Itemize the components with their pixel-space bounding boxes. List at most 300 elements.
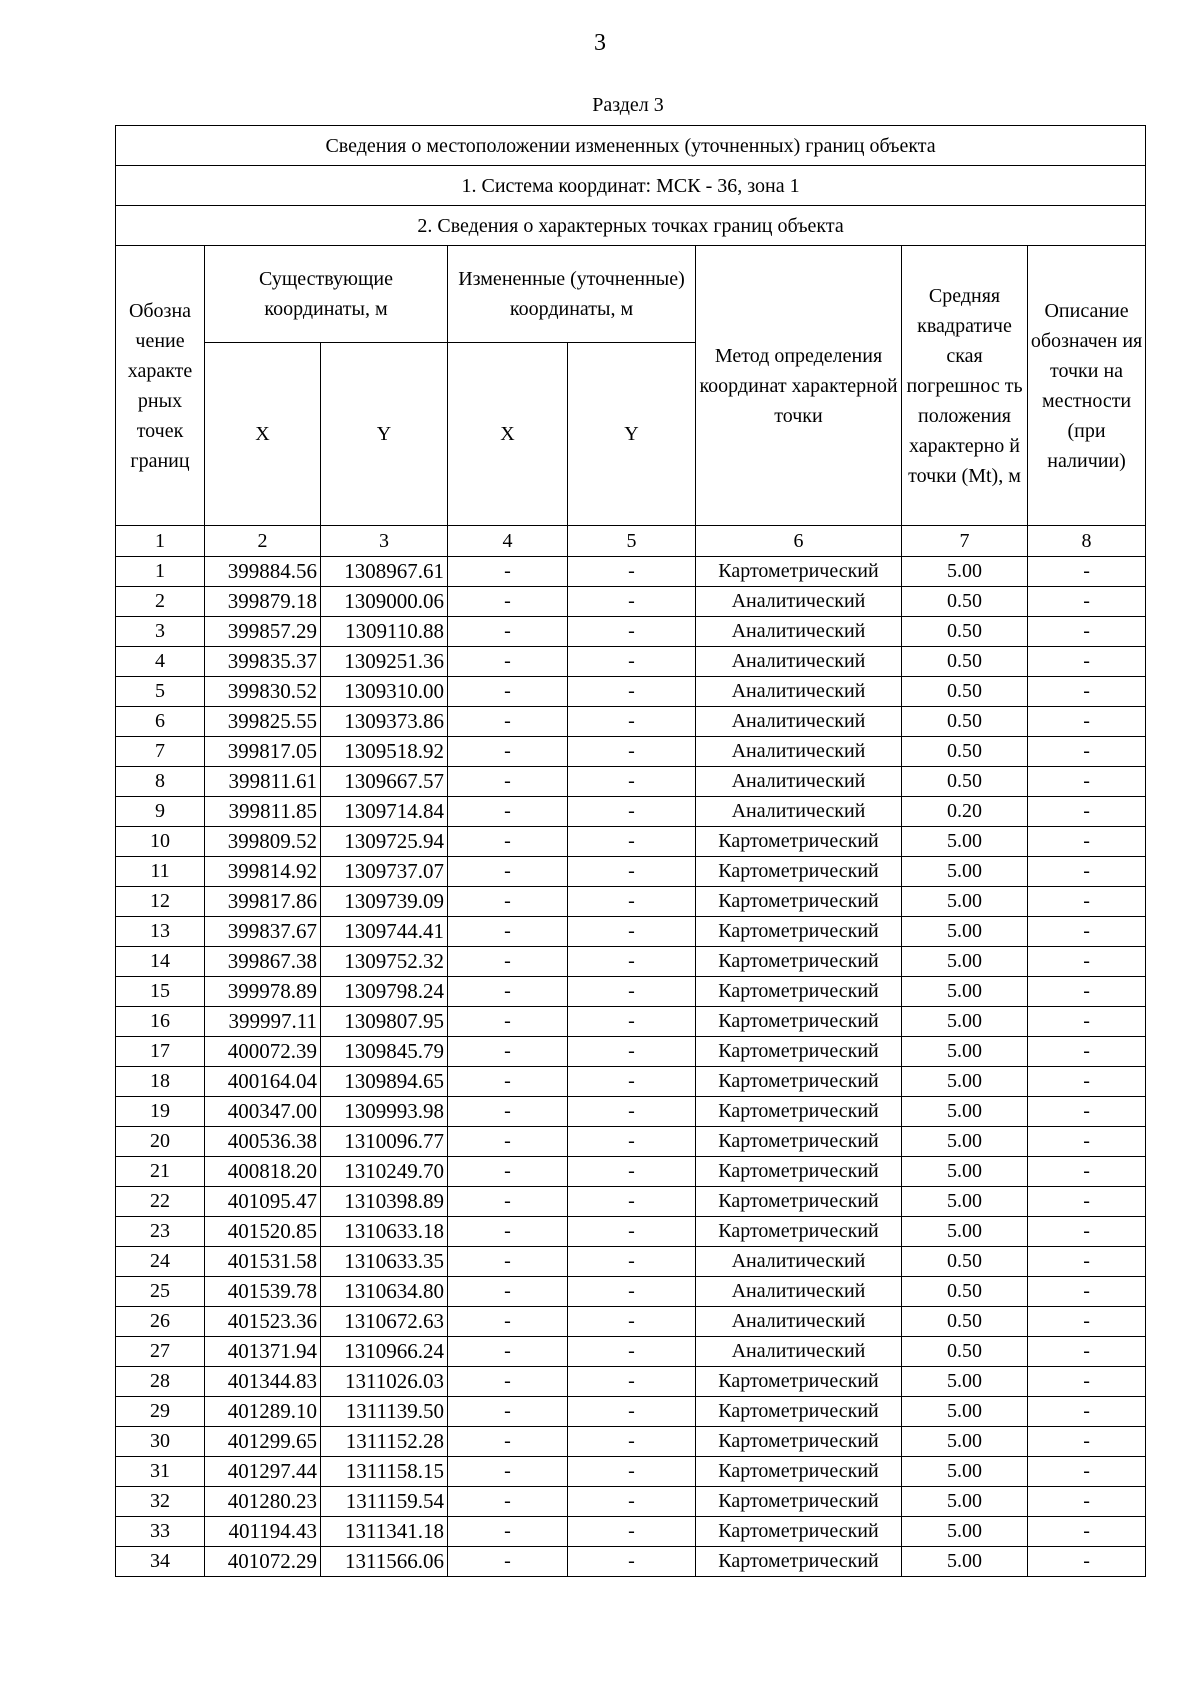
existing-x-cell: 401095.47 — [205, 1187, 321, 1217]
changed-x-cell: - — [448, 857, 568, 887]
changed-y-cell: - — [568, 1427, 696, 1457]
changed-x-cell: - — [448, 1517, 568, 1547]
existing-x-cell: 399811.61 — [205, 767, 321, 797]
existing-y-cell: 1311341.18 — [321, 1517, 448, 1547]
changed-y-cell: - — [568, 917, 696, 947]
description-cell: - — [1028, 1307, 1146, 1337]
existing-y-cell: 1310672.63 — [321, 1307, 448, 1337]
existing-x-cell: 400072.39 — [205, 1037, 321, 1067]
existing-x-cell: 400164.04 — [205, 1067, 321, 1097]
section-title: Раздел 3 — [592, 94, 664, 116]
existing-x-cell: 401371.94 — [205, 1337, 321, 1367]
table-row — [116, 707, 1146, 737]
description-cell: - — [1028, 707, 1146, 737]
changed-x-cell: - — [448, 1187, 568, 1217]
existing-x-cell: 399825.55 — [205, 707, 321, 737]
mean-error-cell: 5.00 — [902, 1427, 1028, 1457]
mean-error-cell: 5.00 — [902, 1397, 1028, 1427]
mean-error-cell: 5.00 — [902, 1067, 1028, 1097]
point-number-cell: 21 — [116, 1157, 205, 1187]
page-number: 3 — [594, 30, 606, 56]
changed-y-cell: - — [568, 1307, 696, 1337]
changed-x-cell: - — [448, 1337, 568, 1367]
changed-x-cell: - — [448, 1247, 568, 1277]
method-cell: Картометрический — [696, 1097, 902, 1127]
table-row — [116, 1427, 1146, 1457]
existing-x-cell: 401531.58 — [205, 1247, 321, 1277]
mean-error-cell: 0.20 — [902, 797, 1028, 827]
existing-x-cell: 401289.10 — [205, 1397, 321, 1427]
point-number-cell: 29 — [116, 1397, 205, 1427]
header-existing-y: Y — [321, 343, 448, 526]
method-cell: Аналитический — [696, 1307, 902, 1337]
point-number-cell: 16 — [116, 1007, 205, 1037]
point-number-cell: 15 — [116, 977, 205, 1007]
changed-x-cell: - — [448, 827, 568, 857]
existing-y-cell: 1309993.98 — [321, 1097, 448, 1127]
changed-x-cell: - — [448, 1067, 568, 1097]
existing-x-cell: 399814.92 — [205, 857, 321, 887]
table-row — [116, 1547, 1146, 1577]
method-cell: Аналитический — [696, 707, 902, 737]
changed-x-cell: - — [448, 1307, 568, 1337]
table-row — [116, 1007, 1146, 1037]
description-cell: - — [1028, 857, 1146, 887]
description-cell: - — [1028, 677, 1146, 707]
changed-x-cell: - — [448, 1037, 568, 1067]
table-row — [116, 1307, 1146, 1337]
table-row — [116, 1127, 1146, 1157]
changed-y-cell: - — [568, 1247, 696, 1277]
method-cell: Аналитический — [696, 1337, 902, 1367]
point-number-cell: 2 — [116, 587, 205, 617]
table-row — [116, 557, 1146, 587]
column-number: 4 — [448, 526, 568, 557]
mean-error-cell: 5.00 — [902, 887, 1028, 917]
point-number-cell: 1 — [116, 557, 205, 587]
description-cell: - — [1028, 1547, 1146, 1577]
table-row — [116, 947, 1146, 977]
existing-y-cell: 1310633.35 — [321, 1247, 448, 1277]
header-mean-error: Средняя квадратиче ская погрешнос ть положения характерно й точки (Mt), м — [902, 246, 1028, 526]
point-number-cell: 28 — [116, 1367, 205, 1397]
existing-y-cell: 1309310.00 — [321, 677, 448, 707]
description-cell: - — [1028, 1217, 1146, 1247]
changed-x-cell: - — [448, 1547, 568, 1577]
point-number-cell: 10 — [116, 827, 205, 857]
existing-y-cell: 1309737.07 — [321, 857, 448, 887]
existing-y-cell: 1309894.65 — [321, 1067, 448, 1097]
existing-y-cell: 1310096.77 — [321, 1127, 448, 1157]
changed-y-cell: - — [568, 1217, 696, 1247]
changed-x-cell: - — [448, 707, 568, 737]
description-cell: - — [1028, 1277, 1146, 1307]
description-cell: - — [1028, 827, 1146, 857]
changed-y-cell: - — [568, 1037, 696, 1067]
column-number: 5 — [568, 526, 696, 557]
column-number: 6 — [696, 526, 902, 557]
changed-y-cell: - — [568, 1457, 696, 1487]
header-existing-x: X — [205, 343, 321, 526]
changed-y-cell: - — [568, 1337, 696, 1367]
changed-x-cell: - — [448, 977, 568, 1007]
description-cell: - — [1028, 1487, 1146, 1517]
table-row — [116, 827, 1146, 857]
changed-y-cell: - — [568, 557, 696, 587]
existing-y-cell: 1309518.92 — [321, 737, 448, 767]
existing-y-cell: 1309744.41 — [321, 917, 448, 947]
changed-y-cell: - — [568, 1487, 696, 1517]
changed-x-cell: - — [448, 1367, 568, 1397]
changed-x-cell: - — [448, 1457, 568, 1487]
existing-y-cell: 1311139.50 — [321, 1397, 448, 1427]
method-cell: Аналитический — [696, 767, 902, 797]
description-cell: - — [1028, 1187, 1146, 1217]
method-cell: Картометрический — [696, 1367, 902, 1397]
changed-x-cell: - — [448, 737, 568, 767]
mean-error-cell: 5.00 — [902, 917, 1028, 947]
table-row — [116, 797, 1146, 827]
table-row — [116, 1487, 1146, 1517]
changed-y-cell: - — [568, 1547, 696, 1577]
point-number-cell: 20 — [116, 1127, 205, 1157]
description-cell: - — [1028, 1427, 1146, 1457]
mean-error-cell: 5.00 — [902, 977, 1028, 1007]
changed-x-cell: - — [448, 1157, 568, 1187]
mean-error-cell: 5.00 — [902, 1127, 1028, 1157]
existing-y-cell: 1311152.28 — [321, 1427, 448, 1457]
description-cell: - — [1028, 1517, 1146, 1547]
mean-error-cell: 5.00 — [902, 1217, 1028, 1247]
existing-x-cell: 401523.36 — [205, 1307, 321, 1337]
existing-x-cell: 399867.38 — [205, 947, 321, 977]
mean-error-cell: 0.50 — [902, 737, 1028, 767]
table-row — [116, 1037, 1146, 1067]
coordinate-system: 1. Система координат: МСК - 36, зона 1 — [116, 166, 1146, 206]
existing-y-cell: 1309845.79 — [321, 1037, 448, 1067]
changed-y-cell: - — [568, 1127, 696, 1157]
method-cell: Картометрический — [696, 1427, 902, 1457]
existing-y-cell: 1309752.32 — [321, 947, 448, 977]
description-cell: - — [1028, 1037, 1146, 1067]
point-number-cell: 26 — [116, 1307, 205, 1337]
table-row — [116, 1247, 1146, 1277]
changed-y-cell: - — [568, 1367, 696, 1397]
existing-y-cell: 1309373.86 — [321, 707, 448, 737]
existing-y-cell: 1311026.03 — [321, 1367, 448, 1397]
changed-y-cell: - — [568, 827, 696, 857]
mean-error-cell: 0.50 — [902, 1247, 1028, 1277]
table-row — [116, 587, 1146, 617]
column-numbers-row — [116, 526, 1146, 557]
existing-y-cell: 1308967.61 — [321, 557, 448, 587]
method-cell: Картометрический — [696, 857, 902, 887]
changed-x-cell: - — [448, 767, 568, 797]
method-cell: Аналитический — [696, 677, 902, 707]
method-cell: Картометрический — [696, 887, 902, 917]
header-designation: Обозна чение характе рных точек границ — [116, 246, 205, 526]
header-description: Описание обозначен ия точки на местности (при наличии) — [1028, 246, 1146, 526]
existing-y-cell: 1309807.95 — [321, 1007, 448, 1037]
point-number-cell: 22 — [116, 1187, 205, 1217]
column-number: 1 — [116, 526, 205, 557]
existing-x-cell: 399817.86 — [205, 887, 321, 917]
column-number: 8 — [1028, 526, 1146, 557]
description-cell: - — [1028, 647, 1146, 677]
method-cell: Картометрический — [696, 1517, 902, 1547]
boundary-points-table — [115, 125, 1146, 1577]
point-number-cell: 7 — [116, 737, 205, 767]
mean-error-cell: 0.50 — [902, 1337, 1028, 1367]
description-cell: - — [1028, 1067, 1146, 1097]
point-number-cell: 33 — [116, 1517, 205, 1547]
table-row — [116, 1367, 1146, 1397]
changed-x-cell: - — [448, 1397, 568, 1427]
method-cell: Аналитический — [696, 617, 902, 647]
existing-x-cell: 401539.78 — [205, 1277, 321, 1307]
description-cell: - — [1028, 1397, 1146, 1427]
method-cell: Картометрический — [696, 1547, 902, 1577]
changed-x-cell: - — [448, 1097, 568, 1127]
description-cell: - — [1028, 797, 1146, 827]
existing-y-cell: 1309251.36 — [321, 647, 448, 677]
changed-y-cell: - — [568, 767, 696, 797]
mean-error-cell: 5.00 — [902, 1547, 1028, 1577]
table-row — [116, 1277, 1146, 1307]
changed-y-cell: - — [568, 977, 696, 1007]
description-cell: - — [1028, 587, 1146, 617]
points-section-header: 2. Сведения о характерных точках границ объекта — [116, 206, 1146, 246]
mean-error-cell: 5.00 — [902, 1487, 1028, 1517]
changed-y-cell: - — [568, 857, 696, 887]
table-row — [116, 1157, 1146, 1187]
changed-x-cell: - — [448, 1127, 568, 1157]
existing-x-cell: 400347.00 — [205, 1097, 321, 1127]
method-cell: Картометрический — [696, 557, 902, 587]
changed-x-cell: - — [448, 1007, 568, 1037]
point-number-cell: 31 — [116, 1457, 205, 1487]
existing-x-cell: 399809.52 — [205, 827, 321, 857]
changed-x-cell: - — [448, 1277, 568, 1307]
table-body — [116, 557, 1146, 1577]
changed-y-cell: - — [568, 1067, 696, 1097]
point-number-cell: 9 — [116, 797, 205, 827]
changed-y-cell: - — [568, 1007, 696, 1037]
point-number-cell: 3 — [116, 617, 205, 647]
point-number-cell: 13 — [116, 917, 205, 947]
table-row — [116, 617, 1146, 647]
method-cell: Картометрический — [696, 1067, 902, 1097]
changed-y-cell: - — [568, 737, 696, 767]
changed-x-cell: - — [448, 1427, 568, 1457]
mean-error-cell: 5.00 — [902, 1007, 1028, 1037]
point-number-cell: 5 — [116, 677, 205, 707]
table-row — [116, 1067, 1146, 1097]
mean-error-cell: 0.50 — [902, 767, 1028, 797]
table-row — [116, 917, 1146, 947]
existing-x-cell: 399830.52 — [205, 677, 321, 707]
changed-y-cell: - — [568, 887, 696, 917]
mean-error-cell: 5.00 — [902, 1157, 1028, 1187]
method-cell: Аналитический — [696, 587, 902, 617]
changed-y-cell: - — [568, 1157, 696, 1187]
changed-y-cell: - — [568, 1397, 696, 1427]
description-cell: - — [1028, 1247, 1146, 1277]
existing-x-cell: 399884.56 — [205, 557, 321, 587]
method-cell: Картометрический — [696, 1127, 902, 1157]
existing-x-cell: 399879.18 — [205, 587, 321, 617]
changed-x-cell: - — [448, 1487, 568, 1517]
existing-x-cell: 401520.85 — [205, 1217, 321, 1247]
method-cell: Картометрический — [696, 1007, 902, 1037]
changed-y-cell: - — [568, 587, 696, 617]
table-row — [116, 1397, 1146, 1427]
point-number-cell: 30 — [116, 1427, 205, 1457]
point-number-cell: 23 — [116, 1217, 205, 1247]
description-cell: - — [1028, 1007, 1146, 1037]
description-cell: - — [1028, 767, 1146, 797]
header-method: Метод определения координат характерной точки — [696, 246, 902, 526]
table-row — [116, 737, 1146, 767]
existing-y-cell: 1311566.06 — [321, 1547, 448, 1577]
point-number-cell: 11 — [116, 857, 205, 887]
existing-x-cell: 401297.44 — [205, 1457, 321, 1487]
table-row — [116, 767, 1146, 797]
mean-error-cell: 5.00 — [902, 1367, 1028, 1397]
existing-y-cell: 1311159.54 — [321, 1487, 448, 1517]
method-cell: Картометрический — [696, 917, 902, 947]
existing-y-cell: 1309110.88 — [321, 617, 448, 647]
description-cell: - — [1028, 887, 1146, 917]
method-cell: Картометрический — [696, 1487, 902, 1517]
changed-y-cell: - — [568, 1277, 696, 1307]
method-cell: Картометрический — [696, 1397, 902, 1427]
mean-error-cell: 0.50 — [902, 617, 1028, 647]
mean-error-cell: 0.50 — [902, 587, 1028, 617]
column-number: 7 — [902, 526, 1028, 557]
point-number-cell: 34 — [116, 1547, 205, 1577]
existing-x-cell: 399835.37 — [205, 647, 321, 677]
changed-x-cell: - — [448, 947, 568, 977]
table-row — [116, 887, 1146, 917]
existing-x-cell: 401194.43 — [205, 1517, 321, 1547]
mean-error-cell: 0.50 — [902, 1277, 1028, 1307]
description-cell: - — [1028, 917, 1146, 947]
existing-x-cell: 399817.05 — [205, 737, 321, 767]
method-cell: Аналитический — [696, 647, 902, 677]
changed-y-cell: - — [568, 647, 696, 677]
existing-y-cell: 1309714.84 — [321, 797, 448, 827]
description-cell: - — [1028, 1367, 1146, 1397]
method-cell: Картометрический — [696, 977, 902, 1007]
header-changed-x: X — [448, 343, 568, 526]
existing-y-cell: 1310634.80 — [321, 1277, 448, 1307]
changed-y-cell: - — [568, 677, 696, 707]
table-row — [116, 1457, 1146, 1487]
existing-y-cell: 1311158.15 — [321, 1457, 448, 1487]
point-number-cell: 4 — [116, 647, 205, 677]
table-row — [116, 677, 1146, 707]
changed-y-cell: - — [568, 1187, 696, 1217]
mean-error-cell: 5.00 — [902, 1097, 1028, 1127]
changed-y-cell: - — [568, 947, 696, 977]
point-number-cell: 12 — [116, 887, 205, 917]
changed-x-cell: - — [448, 617, 568, 647]
mean-error-cell: 5.00 — [902, 947, 1028, 977]
method-cell: Картометрический — [696, 1187, 902, 1217]
existing-x-cell: 399811.85 — [205, 797, 321, 827]
mean-error-cell: 5.00 — [902, 857, 1028, 887]
table-row — [116, 1187, 1146, 1217]
changed-x-cell: - — [448, 647, 568, 677]
changed-x-cell: - — [448, 797, 568, 827]
changed-x-cell: - — [448, 1217, 568, 1247]
existing-y-cell: 1309000.06 — [321, 587, 448, 617]
method-cell: Картометрический — [696, 1457, 902, 1487]
existing-x-cell: 401280.23 — [205, 1487, 321, 1517]
existing-y-cell: 1309725.94 — [321, 827, 448, 857]
changed-y-cell: - — [568, 797, 696, 827]
existing-y-cell: 1309667.57 — [321, 767, 448, 797]
point-number-cell: 8 — [116, 767, 205, 797]
changed-x-cell: - — [448, 887, 568, 917]
description-cell: - — [1028, 1157, 1146, 1187]
changed-x-cell: - — [448, 557, 568, 587]
point-number-cell: 14 — [116, 947, 205, 977]
column-number: 3 — [321, 526, 448, 557]
table-row — [116, 1217, 1146, 1247]
mean-error-cell: 5.00 — [902, 557, 1028, 587]
column-number: 2 — [205, 526, 321, 557]
existing-y-cell: 1310249.70 — [321, 1157, 448, 1187]
mean-error-cell: 5.00 — [902, 827, 1028, 857]
description-cell: - — [1028, 977, 1146, 1007]
changed-y-cell: - — [568, 617, 696, 647]
method-cell: Картометрический — [696, 1157, 902, 1187]
table-row — [116, 1517, 1146, 1547]
method-cell: Картометрический — [696, 1217, 902, 1247]
existing-x-cell: 401344.83 — [205, 1367, 321, 1397]
table-row — [116, 1337, 1146, 1367]
changed-y-cell: - — [568, 1517, 696, 1547]
table-row — [116, 977, 1146, 1007]
header-existing-coordinates: Существующие координаты, м — [205, 246, 448, 343]
mean-error-cell: 0.50 — [902, 707, 1028, 737]
header-changed-coordinates: Измененные (уточненные) координаты, м — [448, 246, 696, 343]
existing-y-cell: 1310966.24 — [321, 1337, 448, 1367]
existing-x-cell: 400536.38 — [205, 1127, 321, 1157]
point-number-cell: 27 — [116, 1337, 205, 1367]
changed-x-cell: - — [448, 917, 568, 947]
mean-error-cell: 0.50 — [902, 677, 1028, 707]
existing-x-cell: 399837.67 — [205, 917, 321, 947]
method-cell: Картометрический — [696, 947, 902, 977]
point-number-cell: 24 — [116, 1247, 205, 1277]
mean-error-cell: 5.00 — [902, 1457, 1028, 1487]
mean-error-cell: 0.50 — [902, 647, 1028, 677]
mean-error-cell: 0.50 — [902, 1307, 1028, 1337]
method-cell: Аналитический — [696, 797, 902, 827]
description-cell: - — [1028, 557, 1146, 587]
point-number-cell: 25 — [116, 1277, 205, 1307]
existing-x-cell: 401072.29 — [205, 1547, 321, 1577]
existing-y-cell: 1309798.24 — [321, 977, 448, 1007]
table-title: Сведения о местоположении измененных (уточненных) границ объекта — [116, 126, 1146, 166]
table-row — [116, 857, 1146, 887]
point-number-cell: 17 — [116, 1037, 205, 1067]
description-cell: - — [1028, 947, 1146, 977]
point-number-cell: 18 — [116, 1067, 205, 1097]
